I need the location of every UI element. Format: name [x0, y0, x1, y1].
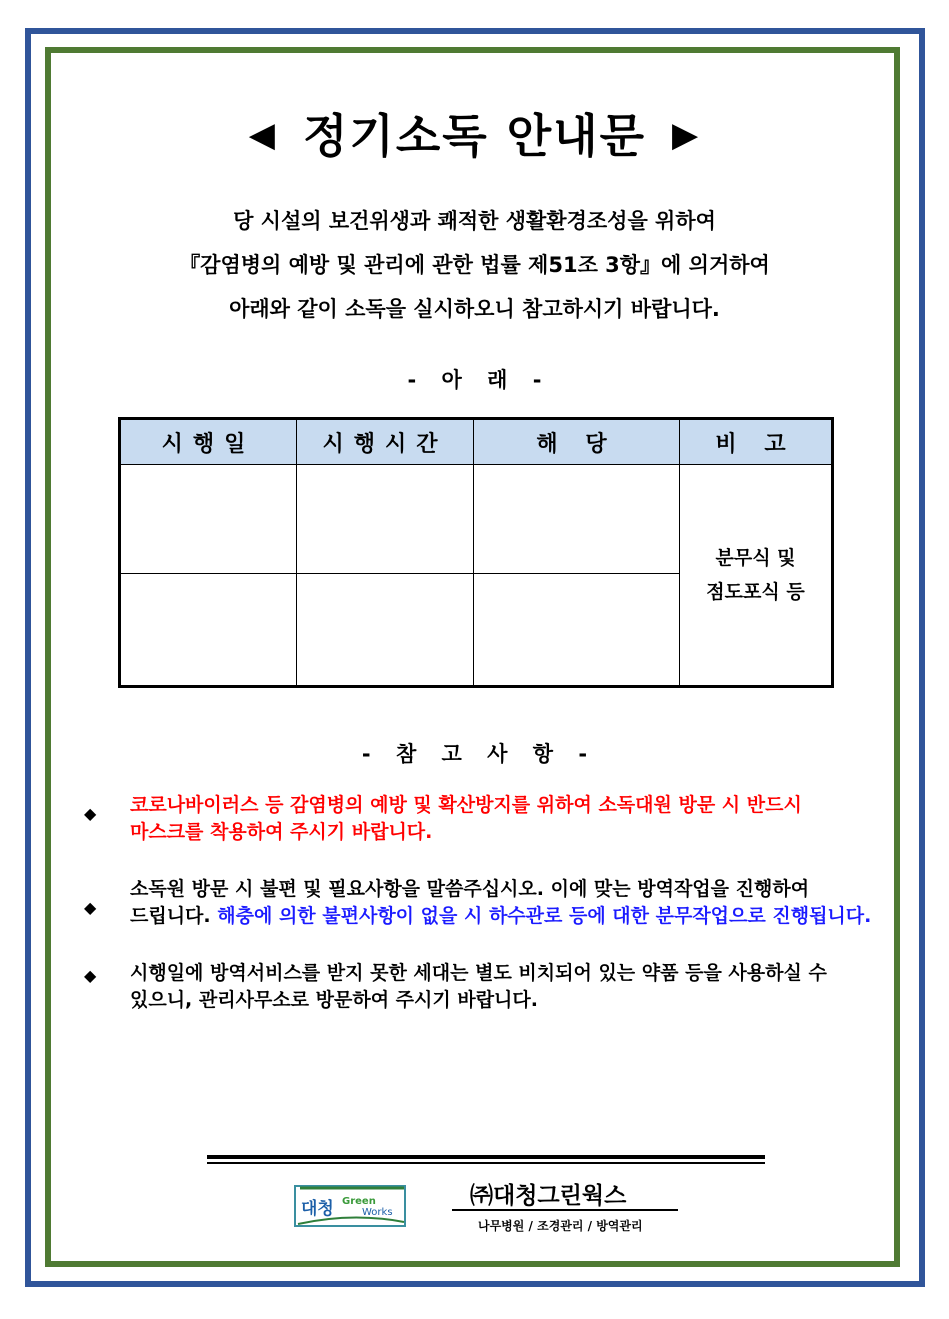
diamond-bullet-icon: ◆ [84, 966, 97, 985]
header-time: 시행시간 [297, 419, 474, 465]
date-cell [120, 465, 297, 574]
header-date: 시행일 [120, 419, 297, 465]
intro-line-3: 아래와 같이 소독을 실시하오니 참고하시기 바랍니다. [229, 297, 720, 321]
notice-text: 소독원 방문 시 불편 및 필요사항을 말씀주십시오. 이에 맞는 방역작업을 진행하여 드립니다. [130, 878, 810, 927]
notice-text-red: 코로나바이러스 등 감염병의 예방 및 확산방지를 위하여 소독대원 방문 시 반드시 마스크를 착용하여 주시기 바랍니다. [130, 794, 802, 843]
company-underline [452, 1209, 678, 1211]
section-below-label: - 아 래 - [407, 368, 542, 392]
logo-text-green: Green [342, 1196, 376, 1207]
diamond-bullet-icon: ◆ [84, 898, 97, 917]
note-cell [680, 465, 833, 687]
target-cell [474, 573, 680, 686]
table-header-row [120, 419, 833, 465]
page-title [0, 100, 949, 166]
schedule-table [118, 417, 834, 688]
date-cell [120, 573, 297, 686]
footer-divider-thick [207, 1155, 765, 1159]
list-item [84, 876, 874, 930]
footer-divider-thin [207, 1162, 765, 1164]
target-cell [474, 465, 680, 574]
intro-line-2: 『감염병의 예방 및 관리에 관한 법률 제51조 3항』에 의거하여 [179, 253, 770, 277]
left-triangle-icon: ◀ [248, 115, 277, 155]
note-line-1: 분무식 및 [715, 547, 796, 569]
intro-line-1: 당 시설의 보건위생과 쾌적한 생활환경조성을 위하여 [233, 209, 716, 233]
table-row [120, 465, 833, 574]
list-item [84, 792, 874, 846]
list-item [84, 960, 874, 1014]
intro-paragraph [0, 199, 949, 331]
notice-text: 시행일에 방역서비스를 받지 못한 세대는 별도 비치되어 있는 약품 등을 사용하실 수 있으니, 관리사무소로 방문하여 주시기 바랍니다. [130, 962, 827, 1011]
notice-list [84, 792, 874, 1044]
company-tagline: 나무병원 / 조경관리 / 방역관리 [478, 1219, 643, 1233]
time-cell [297, 465, 474, 574]
header-target: 해 당 [474, 419, 680, 465]
company-logo [292, 1182, 408, 1230]
right-triangle-icon: ▶ [672, 115, 701, 155]
time-cell [297, 573, 474, 686]
diamond-bullet-icon: ◆ [84, 804, 97, 823]
title-text: 정기소독 안내문 [302, 109, 647, 163]
logo-text-kr: 대청 [301, 1199, 334, 1219]
note-line-2: 점도포식 등 [706, 581, 805, 603]
notice-text-blue: 해충에 의한 불편사항이 없을 시 하수관로 등에 대한 분무작업으로 진행됩니다. [217, 905, 872, 927]
header-note: 비 고 [680, 419, 833, 465]
section-reference-label: - 참 고 사 항 - [361, 742, 588, 766]
logo-text-works: Works [362, 1207, 393, 1218]
company-name: ㈜대청그린웍스 [470, 1183, 627, 1209]
